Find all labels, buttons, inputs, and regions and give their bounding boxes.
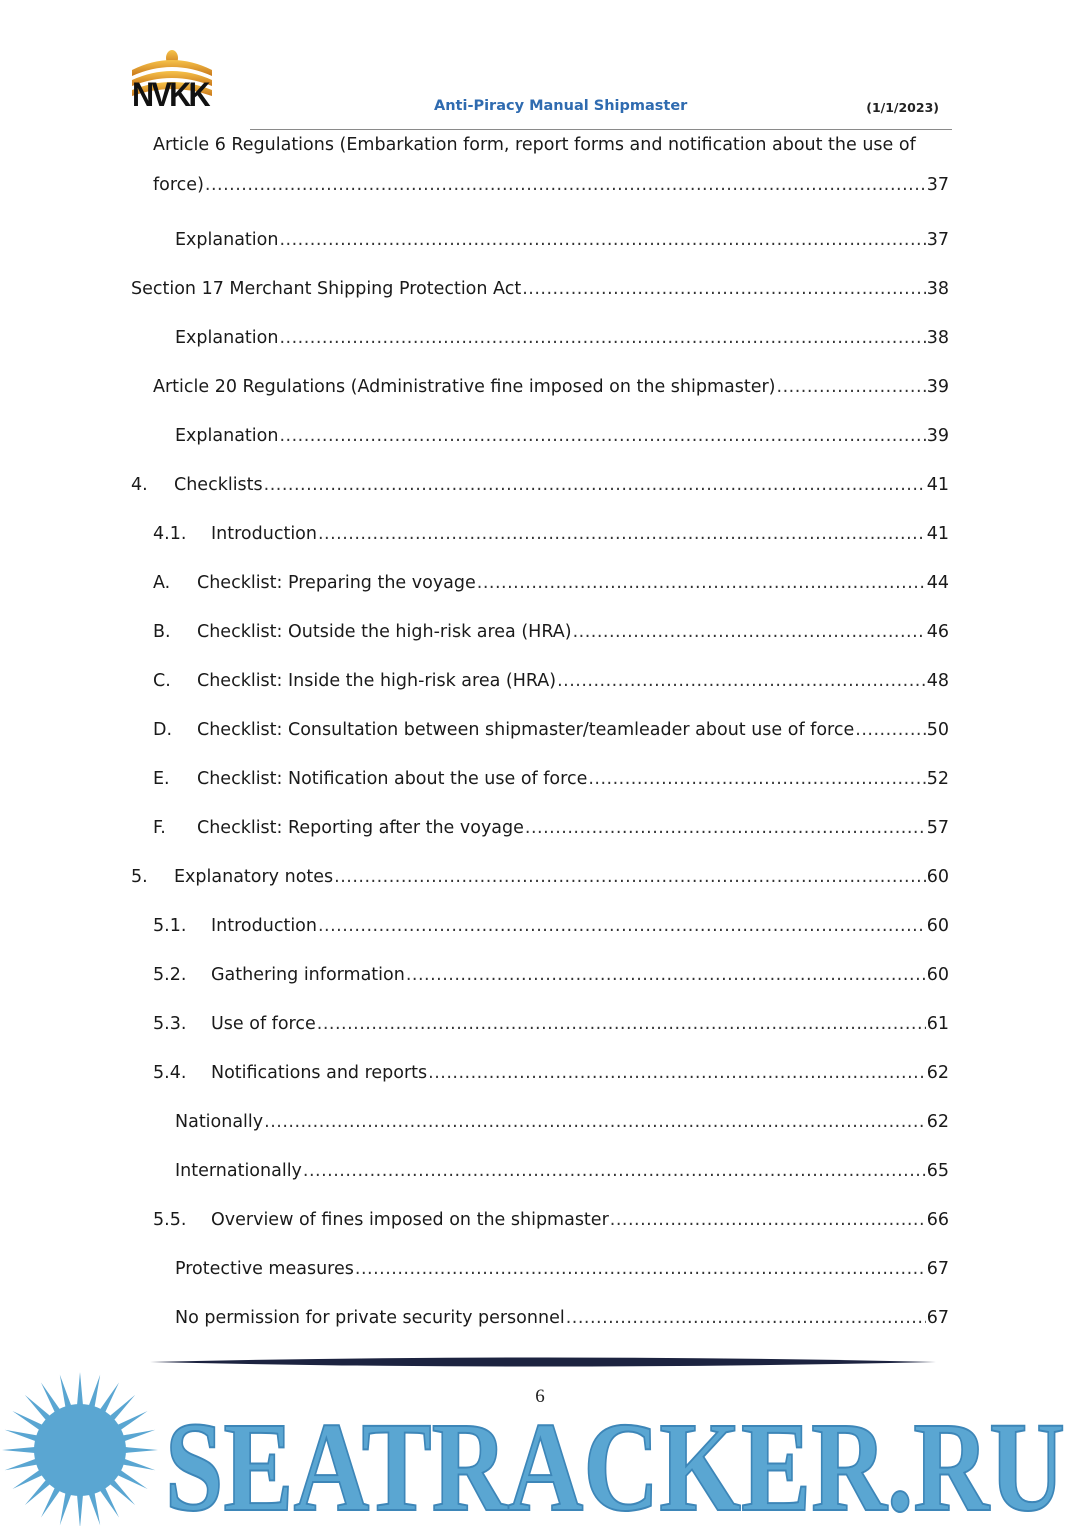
toc-entry-title: Notifications and reports [211, 1063, 428, 1083]
toc-entry[interactable] [131, 216, 949, 265]
toc-page-number: 41 [926, 524, 949, 544]
sun-ray [41, 1486, 61, 1517]
sun-ray [109, 1479, 135, 1505]
toc-entry-number: A. [153, 573, 171, 593]
toc-page-number: 60 [926, 867, 949, 887]
dot-leader [279, 314, 925, 363]
dot-leader [279, 216, 925, 265]
toc-entry-number: 5.3. [153, 1014, 187, 1034]
toc-entry-title: Protective measures [175, 1259, 354, 1279]
toc-entry-title: Explanation [175, 230, 279, 250]
sun-ray [116, 1411, 147, 1431]
dot-leader [264, 461, 926, 510]
sun-ray [88, 1492, 100, 1526]
toc-page-number: 57 [926, 818, 949, 838]
sun-ray [25, 1479, 51, 1505]
toc-entry[interactable] [131, 128, 949, 162]
toc-page-number: 61 [926, 1014, 949, 1034]
sun-ray [109, 1395, 135, 1421]
dot-leader [303, 1147, 926, 1196]
dot-leader [318, 510, 926, 559]
sun-ray [60, 1375, 72, 1409]
dot-leader [279, 412, 925, 461]
dot-leader [318, 902, 926, 951]
toc-entry-title: Explanation [175, 426, 279, 446]
dot-leader [777, 363, 926, 412]
toc-entry-number: D. [153, 720, 173, 740]
toc-entry-number: F. [153, 818, 166, 838]
toc-page-number: 52 [926, 769, 949, 789]
header-date: (1/1/2023) [866, 100, 939, 115]
toc-entry-title: Explanatory notes [174, 867, 334, 887]
dot-leader [355, 1245, 926, 1294]
dot-leader [557, 657, 926, 706]
toc-entry-title: Internationally [175, 1161, 302, 1181]
toc-entry-title: Checklist: Reporting after the voyage [197, 818, 524, 838]
sun-icon [2, 1372, 158, 1526]
toc-page-number: 38 [926, 279, 949, 299]
dot-leader [566, 1294, 926, 1343]
toc-entry[interactable] [131, 1245, 949, 1294]
toc-entry[interactable] [131, 951, 949, 1000]
sun-ray [5, 1430, 39, 1442]
toc-entry-title: force) [153, 175, 204, 195]
sun-ray [77, 1494, 83, 1526]
sun-ray [41, 1382, 61, 1413]
toc-entry-number: B. [153, 622, 171, 642]
page-number: 6 [535, 1386, 545, 1407]
toc-entry[interactable] [131, 559, 949, 608]
dot-leader [317, 1000, 926, 1049]
toc-entry[interactable] [131, 510, 949, 559]
dot-leader [334, 853, 926, 902]
dot-leader [525, 804, 926, 853]
dot-leader [264, 1098, 926, 1147]
toc-entry-title: Introduction [211, 524, 317, 544]
logo-wordmark: NVKK [132, 76, 208, 114]
watermark-text: SEATRACKER.RU [165, 1396, 1065, 1526]
toc-page-number: 37 [926, 230, 949, 250]
sun-ray [122, 1430, 156, 1442]
toc-page-number: 65 [926, 1161, 949, 1181]
toc-entry-title: Checklist: Consultation between shipmaster/teamleader about use of force [197, 720, 855, 740]
toc-entry[interactable] [131, 1000, 949, 1049]
toc-page-number: 60 [926, 916, 949, 936]
toc-entry[interactable] [131, 461, 949, 510]
toc-page-number: 44 [926, 573, 949, 593]
toc-entry[interactable] [131, 412, 949, 461]
dot-leader [406, 951, 926, 1000]
toc-entry-title: Checklist: Preparing the voyage [197, 573, 476, 593]
toc-entry-number: C. [153, 671, 171, 691]
toc-entry-title: Article 6 Regulations (Embarkation form, report forms and notification about the use of [153, 135, 916, 155]
toc-entry[interactable] [131, 363, 949, 412]
toc-page-number: 41 [926, 475, 949, 495]
toc-entry-title: Checklist: Outside the high-risk area (HRA) [197, 622, 572, 642]
dot-leader [855, 706, 925, 755]
sun-ray [124, 1447, 158, 1453]
toc-page-number: 50 [926, 720, 949, 740]
sun-ray [99, 1382, 119, 1413]
toc-entry-title: Checklists [174, 475, 263, 495]
toc-entry-title: No permission for private security personnel [175, 1308, 565, 1328]
toc-entry-number: 5.1. [153, 916, 187, 936]
toc-entry-title: Overview of fines imposed on the shipmaster [211, 1210, 609, 1230]
sun-ray [77, 1372, 83, 1406]
sun-ray [5, 1458, 39, 1470]
toc-page-number: 66 [926, 1210, 949, 1230]
toc-entry-title: Section 17 Merchant Shipping Protection Act [131, 279, 522, 299]
toc-entry-title: Checklist: Notification about the use of force [197, 769, 588, 789]
toc-page-number: 39 [926, 377, 949, 397]
dot-leader [428, 1049, 926, 1098]
toc-page-number: 60 [926, 965, 949, 985]
toc-entry-number: 4.1. [153, 524, 187, 544]
header-title: Anti-Piracy Manual Shipmaster [434, 98, 688, 114]
sun-ray [116, 1469, 147, 1489]
toc-page-number: 46 [926, 622, 949, 642]
toc-entry-number: 5.5. [153, 1210, 187, 1230]
dot-leader [477, 559, 926, 608]
toc-entry-number: 5.2. [153, 965, 187, 985]
toc-page-number: 48 [926, 671, 949, 691]
toc-entry[interactable] [131, 804, 949, 853]
toc-entry[interactable] [131, 265, 949, 314]
toc-entry-title: Nationally [175, 1112, 264, 1132]
toc-entry[interactable] [131, 608, 949, 657]
dot-leader [522, 265, 926, 314]
dot-leader [573, 608, 926, 657]
sun-ray [60, 1492, 72, 1526]
toc-page-number: 62 [926, 1112, 949, 1132]
sun-ray [88, 1375, 100, 1409]
toc-entry[interactable] [131, 1147, 949, 1196]
toc-entry-number: 5. [131, 867, 148, 887]
toc-page-number: 38 [926, 328, 949, 348]
sun-ray [99, 1486, 119, 1517]
sun-ray [2, 1447, 36, 1453]
toc-entry-continued[interactable] [131, 162, 949, 216]
toc-entry-number: 4. [131, 475, 148, 495]
sun-ray [25, 1395, 51, 1421]
toc-page-number: 39 [926, 426, 949, 446]
sun-ray [12, 1411, 43, 1431]
toc-entry[interactable] [131, 706, 949, 755]
toc-entry[interactable] [131, 1098, 949, 1147]
toc-entry[interactable] [131, 755, 949, 804]
toc-entry-title: Gathering information [211, 965, 405, 985]
seatracker-watermark [0, 1368, 1080, 1526]
sun-ray [122, 1458, 156, 1470]
toc-entry[interactable] [131, 657, 949, 706]
toc-entry[interactable] [131, 1294, 949, 1343]
sun-ray [12, 1469, 43, 1489]
toc-entry-title: Use of force [211, 1014, 316, 1034]
toc-entry[interactable] [131, 314, 949, 363]
toc-page-number: 67 [926, 1259, 949, 1279]
toc-entry[interactable] [131, 853, 949, 902]
toc-entry[interactable] [131, 902, 949, 951]
toc-entry[interactable] [131, 1196, 949, 1245]
dot-leader [610, 1196, 926, 1245]
toc-page-number: 37 [926, 175, 949, 195]
toc-entry-number: 5.4. [153, 1063, 187, 1083]
toc-entry-title: Introduction [211, 916, 317, 936]
toc-page-number: 67 [926, 1308, 949, 1328]
toc-entry-title: Article 20 Regulations (Administrative fine imposed on the shipmaster) [153, 377, 776, 397]
toc-entry-number: E. [153, 769, 170, 789]
toc-entry-title: Explanation [175, 328, 279, 348]
dot-leader [588, 755, 925, 804]
toc-page-number: 62 [926, 1063, 949, 1083]
toc-entry-title: Checklist: Inside the high-risk area (HRA) [197, 671, 557, 691]
toc-entry[interactable] [131, 1049, 949, 1098]
dot-leader [205, 162, 926, 208]
table-of-contents [131, 128, 949, 1343]
